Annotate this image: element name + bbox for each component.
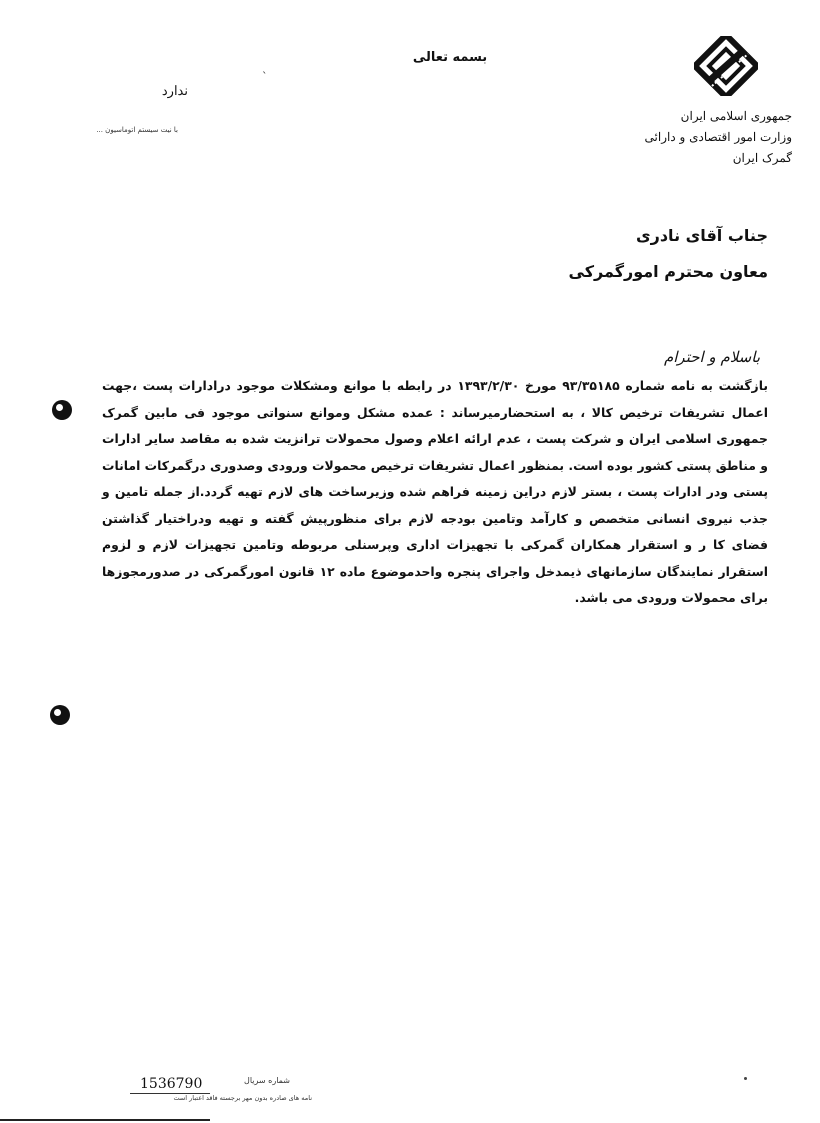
punch-hole-icon (50, 705, 70, 725)
attachment-value: ندارد (161, 84, 188, 99)
basmala-heading: بسمه تعالی (412, 50, 488, 65)
serial-label: شماره سریال (244, 1076, 290, 1085)
serial-validity-note: نامه های صادره بدون مهر برجسته فاقد اعتبار است (173, 1094, 312, 1102)
bottom-edge-line (0, 1119, 210, 1121)
serial-number: 1536790 (140, 1076, 203, 1092)
date-field-mark: ` (262, 70, 268, 83)
organization-header (592, 106, 792, 169)
recipient-title: معاون محترم امورگمرکی (568, 262, 768, 281)
reference-note: با نیت سیستم اتوماسیون ... (96, 126, 178, 134)
handwritten-salutation: باسلام و احترام (663, 348, 760, 366)
punch-hole-icon (52, 400, 72, 420)
org-line-2: وزارت امور اقتصادی و دارائی (644, 130, 792, 144)
letter-body: بازگشت به نامه شماره ۹۳/۳۵۱۸۵ مورخ ۱۳۹۳/۲/۳۰ در رابطه با موانع ومشکلات موجود درادارات پست ،جهت اعمال تشریفات ترخیص کالا ، به استحضارمیرساند : عمده مشکل وموانع سنواتی موجود فی مابین گمرک جمهوری اسلامی ایران و شرکت پست ، عدم ارائه اعلام وصول محمولات ترانزیت شده به مقاصد سایر ادارات و مناطق پستی کشور بوده است. بمنظور اعمال تشریفات ترخیص محمولات ورودی وصدوری درگمرکات امانات پستی ودر ادارات پست ، بستر لازم دراین زمینه فراهم شده وزیرساخت های لازم تهیه گردد.از جمله تامین و جذب نیروی انسانی متخصص و کارآمد وتامین بودجه لازم برای منظورپیش گفته و تهیه ودراختیار گذاشتن فضای کا ر و استقرار همکاران گمرکی با تجهیزات اداری وپرسنلی مربوطه وتامین تجهیزات لازم و لزوم استقرار نمایندگان سازمانهای ذیمدخل واجرای پنجره واحدموضوع ماده ۱۲ قانون امورگمرکی در صدورمجوزها برای محمولات ورودی می باشد. (102, 378, 768, 605)
org-line-1: جمهوری اسلامی ایران (680, 109, 792, 123)
customs-emblem-logo (694, 36, 758, 96)
recipient-name: جناب آقای نادری (635, 226, 768, 245)
org-line-3: گمرک ایران (732, 151, 792, 165)
scan-speck (744, 1077, 747, 1080)
